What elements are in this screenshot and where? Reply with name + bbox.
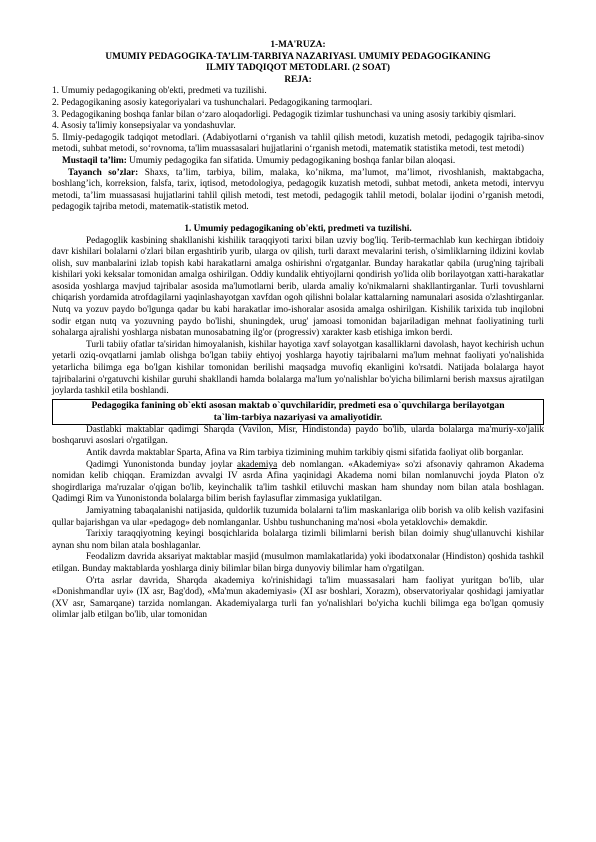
- paragraph-historical-stages: Tarixiy taraqqiyotning keyingi bosqichlarida bolalarga tizimli bilimlarni berish bilan doimiy shug'ullanuvchi kishilar aynan shu nom bilan atala boshlaganlar.: [52, 529, 544, 551]
- definition-box: [52, 399, 544, 425]
- independent-study-text: Umumiy pedagogika fan sifatida. Umumiy pedagogikaning boshqa fanlar bilan aloqasi.: [126, 155, 456, 166]
- academy-text-before: Qadimgi Yunonistonda bunday joylar: [86, 459, 237, 470]
- plan-item-5: 5. Ilmiy-pedagogik tadqiqot metodlari. (Adabiyotlarni o‘rganish va tahlil qilish metodi, kuzatish metodi, pedagogik tajriba-sinov metodi, suhbat metodi, so‘rovnoma, ta'lim muassasalari hujjatlarini o‘rganish metodi, matematik statistika metodi, test metodi): [52, 132, 544, 155]
- keywords-label: Tayanch so’zlar:: [68, 167, 139, 178]
- plan-heading: REJA:: [284, 74, 312, 85]
- independent-study: [52, 156, 544, 168]
- lecture-title-line-2: ILMIY TADQIQOT METODLARI. (2 SOAT): [206, 63, 390, 74]
- plan-item-2: 2. Pedagogikaning asosiy kategoriyalari va tushunchalari. Pedagogikaning tarmoqlari.: [52, 97, 373, 108]
- keywords-text: Shaxs, ta’lim, tarbiya, bilim, malaka, ko’nikma, ma’lumot, ma’limot, rivoshlanish, maktabgacha, boshlang’ich, korreksion, falsfa, tarix, iqtisod, metodologiya, pedagogik kuzatish metodi, suhbat metodi, anketa metodi, intervyu metodi, ta’lim muassasasi hujjatlarini tahlil qilish metodi, test metodi, pedagogik tahlil metodi, bolalar ijodini o’rganish metodi, pedagogik tajriba metodi, matematik-statistik metod.: [52, 167, 544, 213]
- paragraph-middle-ages: O'rta asrlar davrida, Sharqda akademiya ko'rinishidagi ta'lim muassasalari ham faoliyat yuritgan bo'lib, ular «Donishmandlar uyi» (IX asr, Bag'dod), «Ma'mun akademiyasi» (XI asr boshlari, Xorazm), observatoriyalar qoshidagi jamiyatlar (XV asr, Samarqane) tarzida nomlangan. Akademiyalarga turli fan yo'nalishlari bo'yicha kuchli bilimga ega bo'lgan qomusiy olimlar jalb etilgan bo'lib, ular tomonidan: [52, 575, 544, 621]
- plan-item-4: 4. Asosiy ta'limiy konsepsiyalar va yondashuvlar.: [52, 121, 236, 132]
- paragraph-early-schools: Dastlabki maktablar qadimgi Sharqda (Vavilon, Misr, Hindistonda) paydo bo'lib, ularda bolalarga ma'muriy-xo'jalik boshqaruvi asoslari o'rgatilgan.: [52, 424, 544, 447]
- lecture-number: 1-MA'RUZA:: [270, 40, 326, 50]
- paragraph-academy: [52, 460, 544, 506]
- plan-item-1: 1. Umumiy pedagogikaning ob'ekti, predmeti va tuzilishi.: [52, 86, 267, 97]
- lecture-title-line-1: UMUMIY PEDAGOGIKA-TA’LIM-TARBIYA NAZARIYASI. UMUMIY PEDAGOGIKANING: [105, 51, 491, 62]
- definition-line-1: Pedagogika fanining ob`ekti asosan maktab o`quvchilaridir, predmeti esa o`quvchilarga berilayotgan: [91, 399, 505, 411]
- keywords: [52, 168, 544, 214]
- academy-link[interactable]: akademiya: [236, 459, 278, 470]
- section-1-title: 1. Umumiy pedagogikaning ob'ekti, predmeti va tuzilishi.: [184, 223, 412, 234]
- paragraph-history-1: Pedagoglik kasbining shakllanishi kishilik taraqqiyoti tarixi bilan uzviy bog'liq. Terib-termachlab kun kechirgan ibtidoiy davr kishilari bolalarni o'zlari bilan ergashtirib yurib, ularga ov qilish, turli daraxt mevalarini terish, o'simliklarning ildizini kovlab olish, suv manbalarini izlab topish kabi harakatlarni amalga oshirishni o'rgatganlar. Bunday harakatlar qabila (urug'ning tajribali kishilari yoki keksalar tomonidan amalga oshirilgan. Oddiy kundalik ehtiyojlarni qondirish yo'lida olib borilayotgan xatti-harakatlar asosida yoshlarga mavjud tajribalar asosida ma'lumotlarni berib, ularda amaliy ko'nikmalarni shakllantirganlar. Turli tovushlarni chiqarish yordamida atrofdagilarni yaqinlashayotgan xavfdan ogoh qilishni bolalar kattalarning namunalari asosida o'zlashtirganlar. Nutq va yozuv paydo bo'lgunga qadar bu kabi harakatlar imo-ishoralar asosida amalga oshirilgan. Kishilik tarixida tub inqilobni sodir etgan nutq va yozuvning paydo bo'lishi, shuningdek, urug' jamoasi tomonidan bajariladigan mehnat faoliyatining turli sohalarga ajralishi yoshlarga nisbatan munosabatning ilg'or (progressiv) xarakter kasb etishiga imkon berdi.: [52, 235, 544, 339]
- independent-study-label: Mustaqil ta’lim:: [62, 155, 127, 166]
- paragraph-feudalism: Feodalizm davrida aksariyat maktablar masjid (musulmon mamlakatlarida) yoki ibodatxonalar (Hindiston) qoshida tashkil etilgan. Bunday maktablarda yoshlarga diniy bilimlar bilan birga dunyoviy bilimlar ham o'rgatilgan.: [52, 552, 544, 574]
- plan-list: [52, 86, 544, 156]
- document-page: [52, 40, 544, 622]
- academy-text-after: deb nomlangan. «Akademiya» so'zi afsonaviy qahramon Akadema nomidan kelib chiqqan. Eramizdan avvalgi IV asrda Afina yaqinidagi Akadema nomi bilan nomlanuvchi joyda Platon o'z shogirdlariga ma'ruzalar o'qigan bo'lib, keyinchalik ta'lim tashkil etiluvchi maskan ham shunday nom bilan atala boshlagan. Qadimgi Rim va Yunonistonda bolalarga bilim berish faylasuflar zimmasiga yuklatilgan.: [52, 459, 544, 505]
- paragraph-history-2: Turli tabiiy ofatlar ta'siridan himoyalanish, kishilar hayotiga xavf solayotgan kasalliklarni davolash, hayot kechirish uchun yetarli oziq-ovqatlarni jamlab olishga bo'lgan tabiiy ehtiyoj yoshlarga hayotiy tajribalarni ma'lum mehnat faoliyati yo'nalishida yetarlicha bilimga ega bo'lgan kishilar tomonidan berilishi maqsadga muvofiq ekanligini ko'rsatdi. Natijada bolalarga hayot tajribalarini o'rgatuvchi kishilar guruhi shakllandi hamda bolalarga ma'lum yo'nalishlar bo'yicha bilimlarni berish maxsus ajratilgan joylarda tashkil etila boshlandi.: [52, 339, 544, 397]
- definition-line-2: ta`lim-tarbiya nazariyasi va amaliyotidir.: [213, 411, 383, 423]
- paragraph-antique-schools: Antik davrda maktablar Sparta, Afina va Rim tarbiya tizimining muhim tarkibiy qismi sifatida faoliyat olib borganlar.: [86, 448, 524, 458]
- paragraph-pedagog-term: Jamiyatning tabaqalanishi natijasida, quldorlik tuzumida bolalarni ta'lim maskanlariga olib borish va olib kelish vazifasini qullar bajarishgan va ular «pedagog» deb nomlanganlar. Ushbu tushunchaning ma'nosi «bola yetaklovchi» demakdir.: [52, 505, 544, 528]
- plan-item-3: 3. Pedagogikaning boshqa fanlar bilan o‘zaro aloqadorligi. Pedagogik tizimlar tushunchasi va uning asosiy tarkibiy qismlari.: [52, 109, 516, 120]
